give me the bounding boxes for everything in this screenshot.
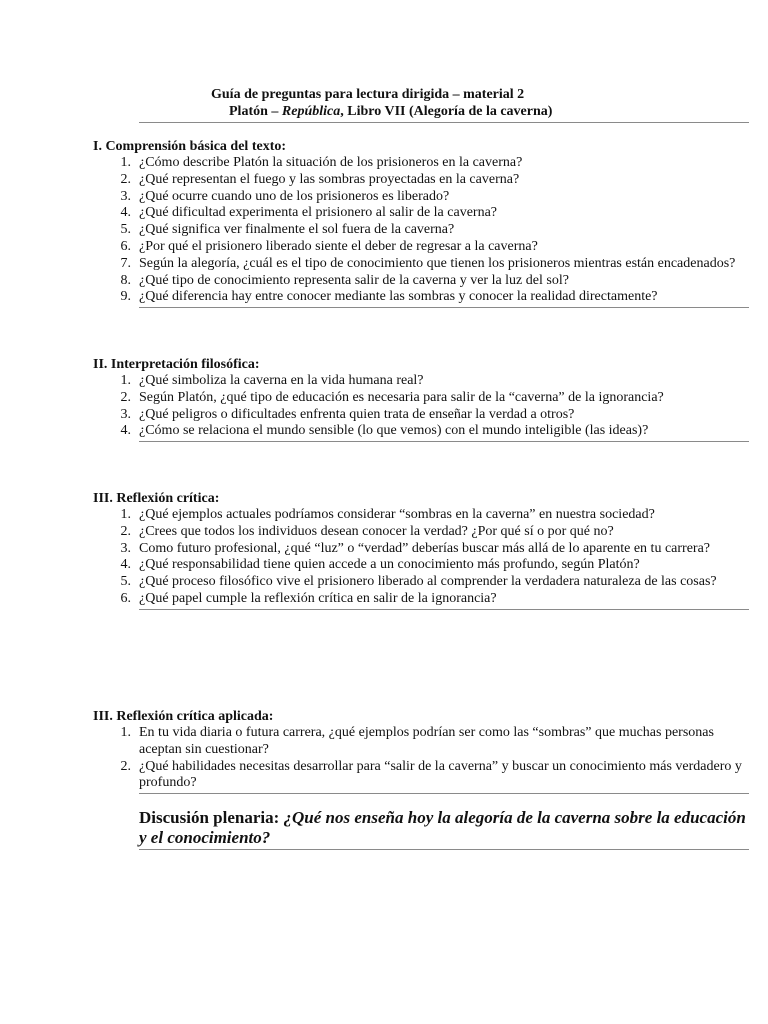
question-number: 2. bbox=[120, 171, 131, 187]
section-heading: III. Reflexión crítica: bbox=[93, 491, 220, 506]
subtitle-rest: , Libro VII (Alegoría de la caverna) bbox=[340, 104, 553, 119]
question-text: ¿Qué representan el fuego y las sombras proyectadas en la caverna? bbox=[139, 171, 520, 187]
discussion-question: ¿Qué nos enseña hoy la alegoría de la caverna sobre la educación y el conocimiento? bbox=[139, 808, 746, 847]
question-number: 1. bbox=[120, 373, 131, 388]
section-heading: II. Interpretación filosófica: bbox=[93, 357, 260, 372]
question-text: ¿Qué habilidades necesitas desarrollar para “salir de la caverna” y buscar un conocimiento más verdadero y profundo? bbox=[139, 758, 742, 791]
question-text: ¿Qué responsabilidad tiene quien accede a un conocimiento más profundo, según Platón? bbox=[139, 557, 640, 573]
question-number: 2. bbox=[120, 389, 131, 405]
question-number: 4. bbox=[120, 205, 131, 221]
question-item bbox=[93, 423, 749, 440]
question-number: 2. bbox=[120, 523, 131, 539]
question-number: 6. bbox=[120, 590, 131, 606]
question-item bbox=[93, 205, 749, 222]
question-text: ¿Qué diferencia hay entre conocer mediante las sombras y conocer la realidad directamente? bbox=[139, 289, 658, 305]
section-rule bbox=[139, 307, 749, 308]
question-number: 4. bbox=[120, 557, 131, 573]
question-item bbox=[93, 256, 749, 273]
question-list bbox=[93, 507, 749, 608]
question-text: ¿Crees que todos los individuos desean conocer la verdad? ¿Por qué sí o por qué no? bbox=[139, 523, 614, 539]
question-item bbox=[93, 222, 749, 239]
question-number: 1. bbox=[120, 155, 131, 170]
question-number: 7. bbox=[120, 255, 131, 271]
question-text: ¿Qué simboliza la caverna en la vida humana real? bbox=[139, 373, 424, 388]
question-item bbox=[93, 407, 749, 424]
question-text: ¿Por qué el prisionero liberado siente el deber de regresar a la caverna? bbox=[139, 238, 538, 254]
question-number: 8. bbox=[120, 272, 131, 288]
question-text: ¿Qué ejemplos actuales podríamos considerar “sombras en la caverna” en nuestra sociedad? bbox=[139, 507, 655, 522]
question-text: ¿Qué significa ver finalmente el sol fuera de la caverna? bbox=[139, 222, 455, 238]
question-text: ¿Qué ocurre cuando uno de los prisioneros es liberado? bbox=[139, 188, 450, 204]
question-list bbox=[93, 373, 749, 440]
document-subtitle bbox=[229, 103, 552, 121]
question-text: ¿Qué tipo de conocimiento representa salir de la caverna y ver la luz del sol? bbox=[139, 272, 569, 288]
question-text: Como futuro profesional, ¿qué “luz” o “verdad” deberías buscar más allá de lo aparente en tu carrera? bbox=[139, 540, 711, 556]
question-number: 6. bbox=[120, 238, 131, 254]
section-reflexion bbox=[93, 490, 749, 610]
subtitle-author: Platón – bbox=[229, 104, 282, 119]
question-item bbox=[93, 172, 749, 189]
section-comprension bbox=[93, 138, 749, 308]
discussion-rule bbox=[139, 849, 749, 850]
question-item bbox=[93, 759, 749, 793]
question-number: 1. bbox=[120, 507, 131, 522]
question-text: ¿Qué peligros o dificultades enfrenta quien trata de enseñar la verdad a otros? bbox=[139, 406, 575, 422]
section-heading: III. Reflexión crítica aplicada: bbox=[93, 709, 274, 724]
question-number: 2. bbox=[120, 758, 131, 774]
question-number: 1. bbox=[120, 725, 131, 740]
question-list bbox=[93, 725, 749, 792]
subtitle-work: República bbox=[281, 104, 341, 119]
question-item bbox=[93, 239, 749, 256]
question-item bbox=[93, 541, 749, 558]
question-item bbox=[93, 390, 749, 407]
question-text: ¿Qué dificultad experimenta el prisionero al salir de la caverna? bbox=[139, 205, 497, 221]
question-number: 3. bbox=[120, 188, 131, 204]
discussion-text bbox=[139, 808, 749, 848]
question-number: 4. bbox=[120, 423, 131, 439]
question-item bbox=[93, 189, 749, 206]
question-item bbox=[93, 289, 749, 306]
question-item bbox=[93, 507, 749, 524]
question-text: Según Platón, ¿qué tipo de educación es necesaria para salir de la “caverna” de la ignorancia? bbox=[139, 389, 664, 405]
question-item bbox=[93, 373, 749, 390]
section-reflexion-aplicada bbox=[93, 708, 749, 794]
question-number: 5. bbox=[120, 574, 131, 590]
plenary-discussion bbox=[139, 808, 749, 850]
question-item bbox=[93, 273, 749, 290]
document-title: Guía de preguntas para lectura dirigida – material 2 bbox=[211, 87, 525, 102]
header-rule bbox=[139, 122, 749, 123]
question-text: En tu vida diaria o futura carrera, ¿qué ejemplos podrían ser como las “sombras” que muchas personas aceptan sin cuestionar? bbox=[139, 725, 714, 757]
question-number: 5. bbox=[120, 222, 131, 238]
discussion-label: Discusión plenaria: bbox=[139, 808, 284, 827]
question-item bbox=[93, 725, 749, 759]
question-text: ¿Cómo describe Platón la situación de los prisioneros en la caverna? bbox=[139, 155, 523, 170]
question-number: 3. bbox=[120, 406, 131, 422]
question-text: ¿Qué papel cumple la reflexión crítica en salir de la ignorancia? bbox=[139, 590, 497, 606]
question-item bbox=[93, 574, 749, 591]
question-item bbox=[93, 524, 749, 541]
question-number: 9. bbox=[120, 289, 131, 305]
section-rule bbox=[139, 441, 749, 442]
question-text: ¿Qué proceso filosófico vive el prisionero liberado al comprender la verdadera naturaleza de las cosas? bbox=[139, 574, 717, 590]
question-list bbox=[93, 155, 749, 306]
question-number: 3. bbox=[120, 540, 131, 556]
question-text: ¿Cómo se relaciona el mundo sensible (lo que vemos) con el mundo inteligible (las ideas)? bbox=[139, 423, 649, 439]
question-item bbox=[93, 591, 749, 608]
question-text: Según la alegoría, ¿cuál es el tipo de conocimiento que tienen los prisioneros mientras están encadenados? bbox=[139, 255, 736, 271]
section-rule bbox=[139, 793, 749, 794]
section-interpretacion bbox=[93, 356, 749, 442]
question-item bbox=[93, 557, 749, 574]
section-heading: I. Comprensión básica del texto: bbox=[93, 139, 287, 154]
section-rule bbox=[139, 609, 749, 610]
question-item bbox=[93, 155, 749, 172]
